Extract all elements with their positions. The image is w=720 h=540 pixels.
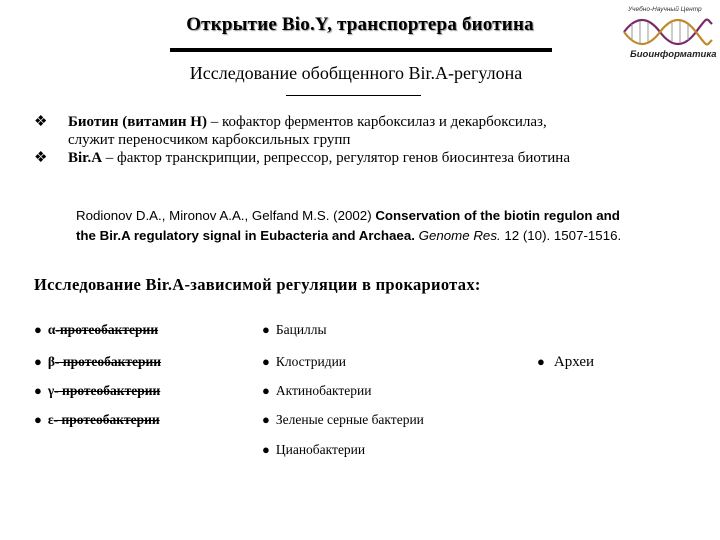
bullet-dot-icon: ● [262, 354, 270, 369]
organism-item [262, 322, 327, 338]
organism-item [537, 354, 594, 371]
organism-item [262, 412, 424, 428]
citation [76, 206, 706, 246]
citation-title-line2: the Bir.A regulatory signal in Eubacteria and Archaea. [76, 228, 415, 243]
bullet-dot-icon: ● [262, 412, 270, 427]
logo [606, 2, 718, 60]
slide-title: Открытие Bio.Y, транспортера биотина [186, 14, 534, 35]
subtitle-underline [286, 95, 421, 96]
bullet-dot-icon: ● [34, 322, 42, 337]
organism-label: Актинобактерии [275, 383, 372, 398]
title-underline [170, 48, 552, 52]
organism-item [34, 383, 160, 399]
bullet-biotin-text-line2: служит переносчиком карбоксильных групп [68, 132, 351, 148]
organism-item [262, 442, 365, 458]
organism-item [34, 412, 160, 428]
organism-label: Археи [553, 354, 595, 370]
logo-caption-bottom: Биоинформатика [630, 49, 717, 60]
organism-label: -протеобактерии [55, 322, 159, 337]
bullet-bira-lead: Bir.A [68, 150, 103, 166]
diamond-bullet-icon: ❖ [34, 150, 48, 166]
bullet-bira-text: – фактор транскрипции, репрессор, регулятор генов биосинтеза биотина [102, 150, 570, 166]
citation-title-line1: Conservation of the biotin regulon and [375, 208, 620, 223]
bullet-biotin-lead: Биотин (витамин H) [68, 114, 207, 130]
section-heading: Исследование Bir.A-зависимой регуляции в прокариотах: [34, 275, 481, 294]
organism-item [34, 322, 158, 338]
bullet-dot-icon: ● [34, 412, 42, 427]
diamond-bullet-icon: ❖ [34, 114, 48, 130]
bullet-bira [34, 149, 710, 167]
bullet-biotin [34, 113, 710, 149]
greek-letter: γ [47, 383, 55, 398]
bullet-list [34, 113, 710, 167]
greek-letter: ε [47, 412, 54, 427]
bullet-dot-icon: ● [262, 442, 270, 457]
citation-authors: Rodionov D.A., Mironov A.A., Gelfand M.S. (2002) [76, 208, 376, 223]
logo-caption-top: Учебно-Научный Центр [628, 6, 702, 13]
organism-label: - протеобактерии [54, 383, 161, 398]
organism-label: Бациллы [275, 322, 327, 337]
dna-helix-icon [624, 20, 712, 45]
bullet-dot-icon: ● [537, 354, 545, 369]
organism-item [262, 354, 346, 370]
citation-journal: Genome Res. [418, 228, 501, 243]
organism-label: Зеленые серные бактерии [275, 412, 424, 427]
organism-label: - протеобактерии [53, 412, 160, 427]
bullet-dot-icon: ● [34, 354, 42, 369]
slide-subtitle: Исследование обобщенного Bir.A-регулона [189, 63, 523, 83]
citation-pages: 1507-1516. [553, 228, 622, 243]
greek-letter: α [47, 322, 56, 337]
organism-label: Клостридии [275, 354, 347, 369]
bullet-biotin-text: – кофактор ферментов карбоксилаз и декарбоксилаз, [206, 114, 547, 130]
organism-item [262, 383, 371, 399]
organism-item [34, 354, 161, 370]
organism-label: - протеобактерии [54, 354, 162, 369]
bullet-dot-icon: ● [34, 383, 42, 398]
greek-letter: β [47, 354, 55, 369]
bullet-dot-icon: ● [262, 383, 270, 398]
organism-label: Цианобактерии [275, 442, 366, 457]
bullet-dot-icon: ● [262, 322, 270, 337]
citation-volume: 12 (10). [500, 228, 554, 243]
